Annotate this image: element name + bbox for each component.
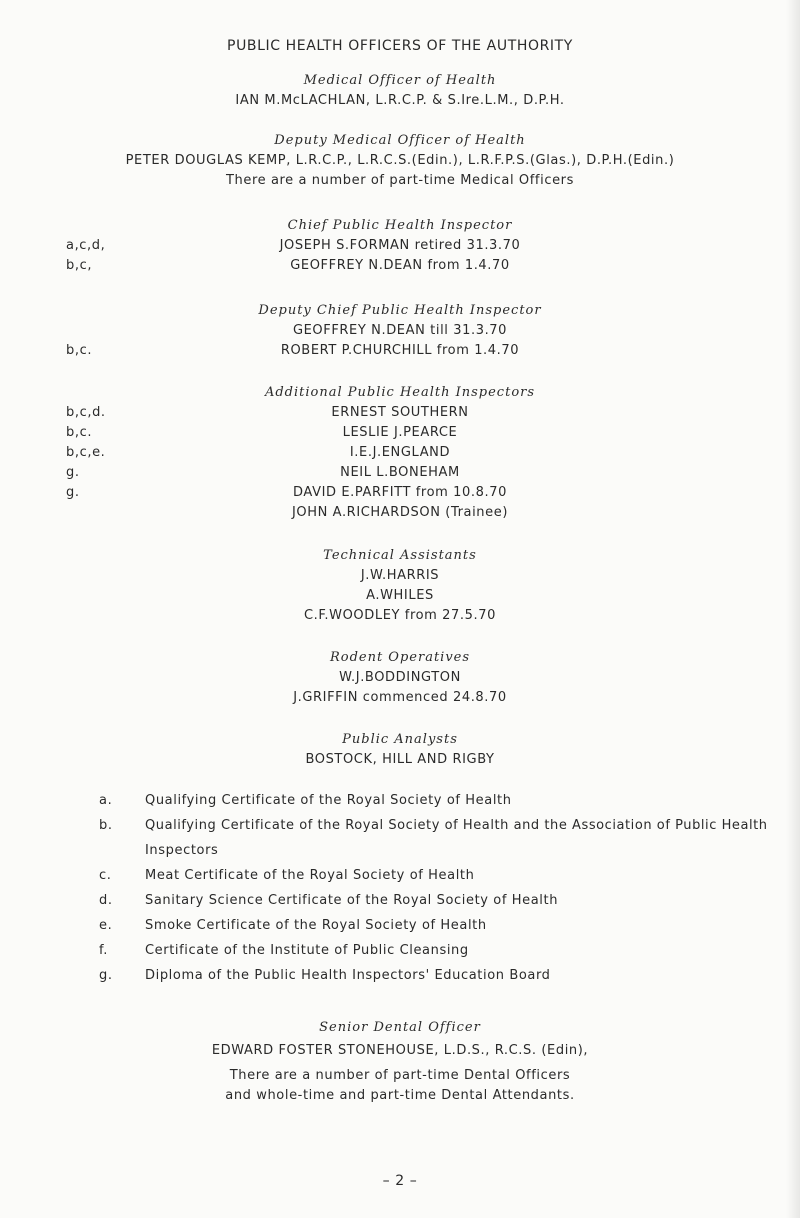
cphi-heading: Chief Public Health Inspector — [287, 218, 513, 233]
glossary-key-c: c. — [99, 868, 112, 883]
page-title: PUBLIC HEALTH OFFICERS OF THE AUTHORITY — [227, 38, 573, 54]
cphi-mark-1: b,c, — [66, 258, 93, 273]
aphi-name-2: I.E.J.ENGLAND — [349, 445, 451, 460]
tech-name-2: C.F.WOODLEY from 27.5.70 — [304, 608, 496, 623]
cphi-name-0: JOSEPH S.FORMAN retired 31.3.70 — [279, 238, 521, 253]
analysts-heading: Public Analysts — [342, 732, 458, 747]
cphi-name-1: GEOFFREY N.DEAN from 1.4.70 — [290, 258, 510, 273]
aphi-name-3: NEIL L.BONEHAM — [340, 465, 460, 480]
glossary-text-e: Smoke Certificate of the Royal Society of Health — [145, 918, 487, 933]
cphi-mark-0: a,c,d, — [66, 238, 106, 253]
aphi-name-1: LESLIE J.PEARCE — [342, 425, 458, 440]
dental-heading: Senior Dental Officer — [319, 1020, 481, 1035]
tech-name-1: A.WHILES — [366, 588, 434, 603]
aphi-name-0: ERNEST SOUTHERN — [331, 405, 469, 420]
dmoh-note: There are a number of part-time Medical Officers — [225, 173, 574, 188]
aphi-heading: Additional Public Health Inspectors — [264, 385, 536, 400]
glossary-text-b-cont: Inspectors — [145, 843, 219, 858]
analysts-name: BOSTOCK, HILL AND RIGBY — [305, 752, 495, 767]
rodent-name-0: W.J.BODDINGTON — [339, 670, 461, 685]
rodent-heading: Rodent Operatives — [329, 650, 471, 665]
glossary-key-g: g. — [99, 968, 113, 983]
aphi-mark-2: b,c,e. — [66, 445, 106, 460]
dental-note-1: There are a number of part-time Dental Officers — [229, 1068, 571, 1083]
moh-heading: Medical Officer of Health — [303, 73, 497, 88]
page-number: – 2 – — [382, 1173, 418, 1189]
page-edge-shadow — [786, 0, 800, 1218]
moh-name: IAN M.McLACHLAN, L.R.C.P. & S.Ire.L.M., D.P.H. — [235, 93, 565, 108]
rodent-name-1: J.GRIFFIN commenced 24.8.70 — [293, 690, 507, 705]
aphi-mark-4: g. — [66, 485, 80, 500]
dcphi-mark-1: b,c. — [66, 343, 93, 358]
glossary-key-d: d. — [99, 893, 113, 908]
glossary-text-g: Diploma of the Public Health Inspectors' Education Board — [145, 968, 551, 983]
glossary-key-e: e. — [99, 918, 113, 933]
tech-heading: Technical Assistants — [323, 548, 477, 563]
dmoh-name: PETER DOUGLAS KEMP, L.R.C.P., L.R.C.S.(Edin.), L.R.F.P.S.(Glas.), D.P.H.(Edin.) — [125, 153, 675, 168]
dental-note-2: and whole-time and part-time Dental Attendants. — [225, 1088, 575, 1103]
dmoh-heading: Deputy Medical Officer of Health — [274, 133, 526, 148]
glossary-text-b: Qualifying Certificate of the Royal Society of Health and the Association of Public Health — [145, 818, 768, 833]
tech-name-0: J.W.HARRIS — [360, 568, 440, 583]
glossary-key-a: a. — [99, 793, 113, 808]
aphi-name-5: JOHN A.RICHARDSON (Trainee) — [291, 505, 509, 520]
dcphi-name-1: ROBERT P.CHURCHILL from 1.4.70 — [280, 343, 520, 358]
aphi-mark-1: b,c. — [66, 425, 93, 440]
glossary-key-f: f. — [99, 943, 108, 958]
dental-name: EDWARD FOSTER STONEHOUSE, L.D.S., R.C.S. (Edin), — [211, 1043, 589, 1058]
glossary-key-b: b. — [99, 818, 113, 833]
aphi-mark-0: b,c,d. — [66, 405, 106, 420]
glossary-text-f: Certificate of the Institute of Public Cleansing — [145, 943, 469, 958]
aphi-name-4: DAVID E.PARFITT from 10.8.70 — [293, 485, 507, 500]
aphi-mark-3: g. — [66, 465, 80, 480]
dcphi-name-0: GEOFFREY N.DEAN till 31.3.70 — [292, 323, 508, 338]
glossary-text-c: Meat Certificate of the Royal Society of Health — [145, 868, 475, 883]
glossary-text-a: Qualifying Certificate of the Royal Society of Health — [145, 793, 512, 808]
dcphi-heading: Deputy Chief Public Health Inspector — [258, 303, 542, 318]
glossary-text-d: Sanitary Science Certificate of the Royal Society of Health — [145, 893, 559, 908]
